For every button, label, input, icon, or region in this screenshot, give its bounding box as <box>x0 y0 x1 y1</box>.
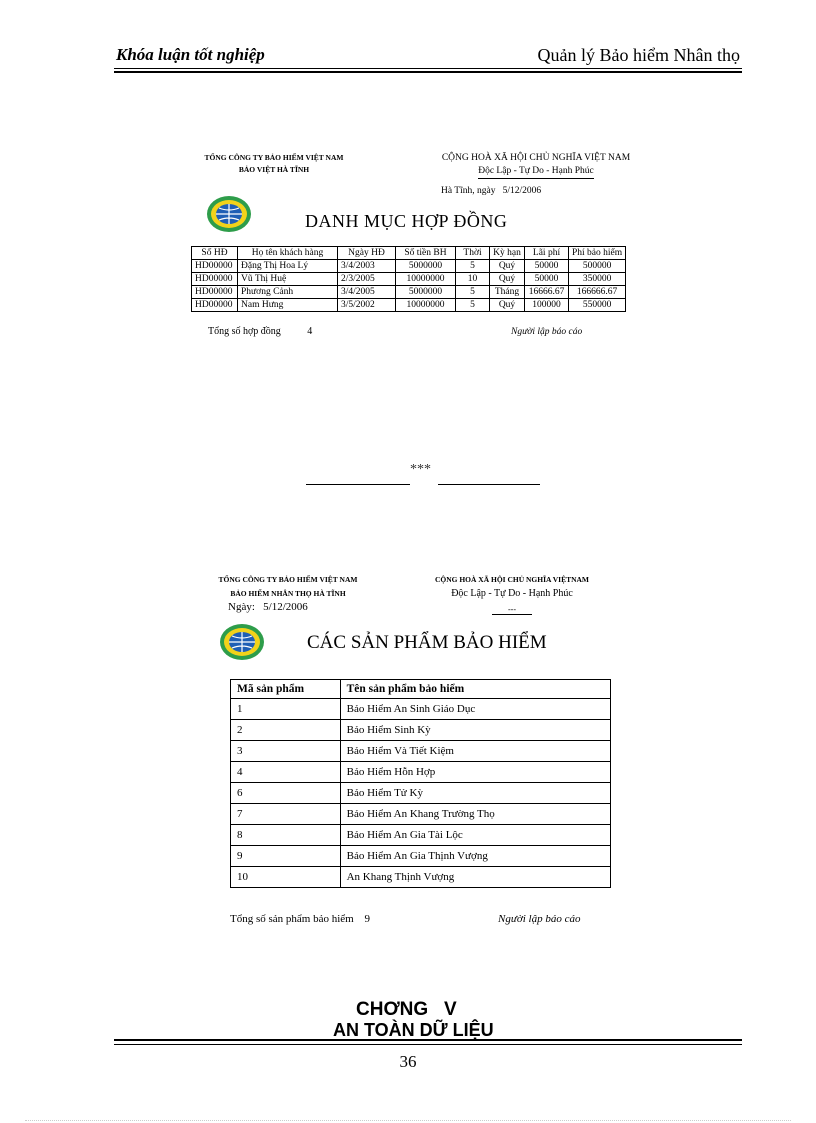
page-edge-dotted-line <box>25 1120 791 1121</box>
report1-title: DANH MỤC HỢP ĐỒNG <box>305 211 508 231</box>
report2-nation-line2: Độc Lập - Tự Do - Hạnh Phúc <box>451 588 573 599</box>
baoviet-logo-icon <box>218 622 266 662</box>
table-header-cell: Tên sản phẩm bảo hiểm <box>340 680 610 699</box>
report1-place-date: Hà Tĩnh, ngày 5/12/2006 <box>441 186 542 196</box>
separator-line-left <box>306 484 410 485</box>
table-cell: Vũ Thị Huệ <box>238 273 338 286</box>
report2-signer: Người lập báo cáo <box>498 913 581 925</box>
report1-total <box>208 326 312 337</box>
header-left-title: Khóa luận tốt nghiệp <box>116 45 265 64</box>
baoviet-logo-icon <box>205 194 253 234</box>
table-cell: HD00000 <box>192 286 238 299</box>
table-cell: Đặng Thị Hoa Lý <box>238 260 338 273</box>
table-cell: 550000 <box>569 299 626 312</box>
table-cell: 6 <box>231 783 341 804</box>
table-cell: Bảo Hiểm An Sinh Giáo Dục <box>340 699 610 720</box>
table-header-cell: Số HĐ <box>192 247 238 260</box>
table-row <box>192 260 626 273</box>
table-cell: 5 <box>456 260 490 273</box>
table-cell: 166666.67 <box>569 286 626 299</box>
table-cell: Bảo Hiểm An Gia Tài Lộc <box>340 825 610 846</box>
table-cell: 5000000 <box>396 286 456 299</box>
table-header-cell: Lãi phí <box>525 247 569 260</box>
table-row <box>231 720 611 741</box>
report2-title: CÁC SẢN PHẨM BẢO HIỂM <box>307 632 547 653</box>
report1-nation <box>416 152 656 179</box>
table-cell: 3 <box>231 741 341 762</box>
table-header-cell: Ngày HĐ <box>338 247 396 260</box>
report1-signer: Người lập báo cáo <box>511 327 583 337</box>
table-cell: Bảo Hiểm Và Tiết Kiệm <box>340 741 610 762</box>
report1-org-line1: TỔNG CÔNG TY BẢO HIỂM VIỆT NAM <box>204 153 344 162</box>
table-row <box>231 762 611 783</box>
table-cell: 10000000 <box>396 273 456 286</box>
page-number: 36 <box>399 1052 417 1071</box>
table-cell: Phương Cảnh <box>238 286 338 299</box>
table-cell: Bảo Hiểm Sinh Kỳ <box>340 720 610 741</box>
products-table <box>230 679 611 888</box>
table-cell: 2 <box>231 720 341 741</box>
table-row <box>231 867 611 888</box>
table-cell: 16666.67 <box>525 286 569 299</box>
table-header-cell: Họ tên khách hàng <box>238 247 338 260</box>
table-row <box>192 299 626 312</box>
products-table-header <box>231 680 611 699</box>
table-row <box>192 286 626 299</box>
chapter-subtitle: AN TOÀN DỮ LIỆU <box>333 1020 494 1039</box>
report1-org-line2: BẢO VIỆT HÀ TĨNH <box>238 165 310 174</box>
footer-rule-thick <box>114 1039 742 1041</box>
table-cell: 7 <box>231 804 341 825</box>
table-cell: 1 <box>231 699 341 720</box>
report2-nation <box>412 573 612 615</box>
table-cell: Quý <box>490 299 525 312</box>
table-cell: 10 <box>456 273 490 286</box>
header-right-title: Quản lý Bảo hiểm Nhân thọ <box>537 45 740 65</box>
table-cell: 3/4/2005 <box>338 286 396 299</box>
header-rule-thin <box>114 68 742 69</box>
report2-nation-dash: --- <box>492 606 532 615</box>
table-row <box>231 825 611 846</box>
table-row <box>231 783 611 804</box>
table-cell: Bảo Hiểm An Gia Thịnh Vượng <box>340 846 610 867</box>
table-cell: 5000000 <box>396 260 456 273</box>
chapter-label: CHƠNG V <box>356 999 457 1020</box>
table-cell: Quý <box>490 273 525 286</box>
table-cell: 3/4/2003 <box>338 260 396 273</box>
report1-org <box>190 152 358 176</box>
report1-nation-line2: Độc Lập - Tự Do - Hạnh Phúc <box>478 165 594 179</box>
table-cell: 3/5/2002 <box>338 299 396 312</box>
table-row <box>231 804 611 825</box>
table-cell: Bảo Hiểm Hỗn Hợp <box>340 762 610 783</box>
contracts-table <box>191 246 626 312</box>
table-cell: Bảo Hiểm An Khang Trường Thọ <box>340 804 610 825</box>
table-cell: HD00000 <box>192 273 238 286</box>
table-header-cell: Thời <box>456 247 490 260</box>
table-cell: 9 <box>231 846 341 867</box>
table-cell: Nam Hưng <box>238 299 338 312</box>
header-rule-thick <box>114 71 742 73</box>
separator-stars: *** <box>410 462 431 477</box>
table-header-cell: Phí bảo hiểm <box>569 247 626 260</box>
table-cell: Bảo Hiểm Tử Kỳ <box>340 783 610 804</box>
report2-org <box>202 573 374 601</box>
table-cell: 4 <box>231 762 341 783</box>
table-cell: 100000 <box>525 299 569 312</box>
report2-total-label: Tổng số sản phẩm bảo hiểm <box>230 913 354 925</box>
table-cell: HD00000 <box>192 260 238 273</box>
table-cell: 5 <box>456 299 490 312</box>
table-cell: 50000 <box>525 273 569 286</box>
chapter-subtitle-clip <box>300 1019 550 1039</box>
report2-date: Ngày: 5/12/2006 <box>228 601 308 613</box>
table-header-cell: Kỳ hạn <box>490 247 525 260</box>
separator-line-right <box>438 484 540 485</box>
report2-nation-line1: CỘNG HOÀ XÃ HỘI CHỦ NGHĨA VIỆTNAM <box>434 575 590 584</box>
table-row <box>192 273 626 286</box>
footer-rule-thin <box>114 1044 742 1045</box>
table-cell: 10000000 <box>396 299 456 312</box>
table-cell: 10 <box>231 867 341 888</box>
report1-total-label: Tổng số hợp đồng <box>208 326 281 337</box>
table-row <box>231 699 611 720</box>
contracts-table-header <box>192 247 626 260</box>
table-cell: 350000 <box>569 273 626 286</box>
table-cell: 500000 <box>569 260 626 273</box>
report2-org-line2: BẢO HIỂM NHÂN THỌ HÀ TĨNH <box>230 589 346 598</box>
report2-total <box>230 913 370 925</box>
report1-total-value: 4 <box>307 326 313 337</box>
report1-nation-line1: CỘNG HOÀ XÃ HỘI CHỦ NGHĨA VIỆT NAM <box>441 153 631 163</box>
table-cell: Quý <box>490 260 525 273</box>
table-cell: HD00000 <box>192 299 238 312</box>
report2-total-value: 9 <box>364 913 370 925</box>
table-cell: 8 <box>231 825 341 846</box>
table-cell: 50000 <box>525 260 569 273</box>
table-cell: An Khang Thịnh Vượng <box>340 867 610 888</box>
table-cell: 5 <box>456 286 490 299</box>
table-row <box>231 741 611 762</box>
table-row <box>231 846 611 867</box>
table-header-cell: Số tiền BH <box>396 247 456 260</box>
table-header-cell: Mã sản phẩm <box>231 680 341 699</box>
table-cell: 2/3/2005 <box>338 273 396 286</box>
report2-org-line1: TỔNG CÔNG TY BẢO HIỂM VIỆT NAM <box>218 575 358 584</box>
table-cell: Tháng <box>490 286 525 299</box>
